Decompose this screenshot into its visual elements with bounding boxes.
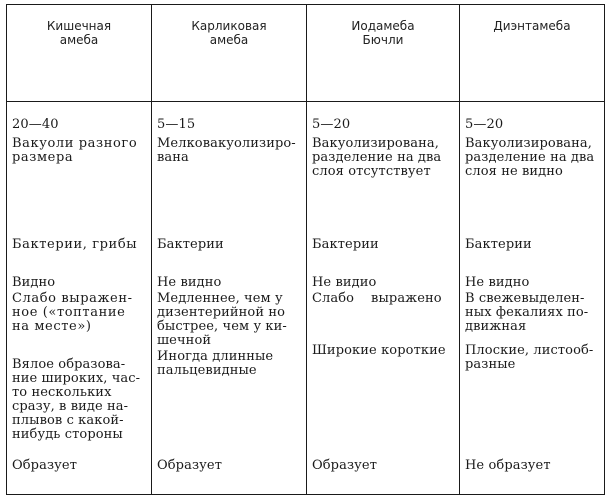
food-cell: Бактерии, грибы: [12, 237, 138, 252]
cyst-cell: Образует: [157, 458, 222, 473]
food-cell: Бактерии: [465, 237, 532, 252]
header-text: амеба: [59, 33, 99, 47]
nucleus-cell: Не видно: [157, 275, 222, 290]
vacuoles-cell: Вакуолизирована, разделение на два слоя не видно: [465, 136, 595, 179]
table-body-row: [7, 102, 604, 494]
size-cell: 5—20: [312, 117, 351, 132]
table-column-endolimax-nana: [152, 102, 307, 494]
motility-cell: В свежевыделен- ных фекалиях по- движная: [465, 291, 589, 334]
cyst-cell: Образует: [312, 458, 377, 473]
nucleus-cell: Видно: [12, 275, 56, 290]
header-text: Диэнтамеба: [493, 19, 571, 33]
pseudopodia-cell: Плоские, листооб- разные: [465, 343, 594, 372]
food-cell: Бактерии: [157, 237, 224, 252]
pseudopodia-cell: Иногда длинные пальцевидные: [157, 349, 274, 378]
size-cell: 5—20: [465, 117, 504, 132]
header-text: Карликовая: [191, 19, 267, 33]
table-column-iodamoeba-butschlii: [307, 102, 460, 494]
header-text: амеба: [209, 33, 249, 47]
comparison-table: [6, 4, 605, 495]
header-text: Кишечная: [46, 19, 112, 33]
header-text: Бючли: [362, 33, 404, 47]
nucleus-cell: Не видно: [465, 275, 530, 290]
motility-cell: Слабо выражено: [312, 291, 442, 306]
cyst-cell: Образует: [12, 458, 77, 473]
nucleus-cell: Не видио: [312, 275, 377, 290]
cyst-cell: Не образует: [465, 458, 551, 473]
header-cell-dientamoeba: [460, 5, 604, 101]
motility-cell: Медленнее, чем у дизентерийной но быстрее, чем у ки- шечной: [157, 291, 287, 348]
table-column-entamoeba-coli: [7, 102, 152, 494]
vacuoles-cell: Вакуолизирована, разделение на два слоя отсутствует: [312, 136, 442, 179]
food-cell: Бактерии: [312, 237, 379, 252]
table-column-dientamoeba: [460, 102, 604, 494]
size-cell: 5—15: [157, 117, 196, 132]
vacuoles-cell: Мелковакуолизиро- вана: [157, 136, 296, 165]
vacuoles-cell: Вакуоли разного размера: [12, 136, 138, 165]
pseudopodia-cell: Вялое образова- ние широких, час- то нескольких сразу, в виде на- плывов с какой- нибудь стороны: [12, 357, 141, 442]
header-cell-iodamoeba-butschlii: [307, 5, 460, 101]
size-cell: 20—40: [12, 117, 59, 132]
table-header-row: [7, 5, 604, 102]
motility-cell: Слабо выражен- ное («топтание на месте»): [12, 291, 133, 334]
header-text: Иодамеба: [351, 19, 415, 33]
header-cell-entamoeba-coli: [7, 5, 152, 101]
header-cell-endolimax-nana: [152, 5, 307, 101]
pseudopodia-cell: Широкие короткие: [312, 343, 446, 358]
